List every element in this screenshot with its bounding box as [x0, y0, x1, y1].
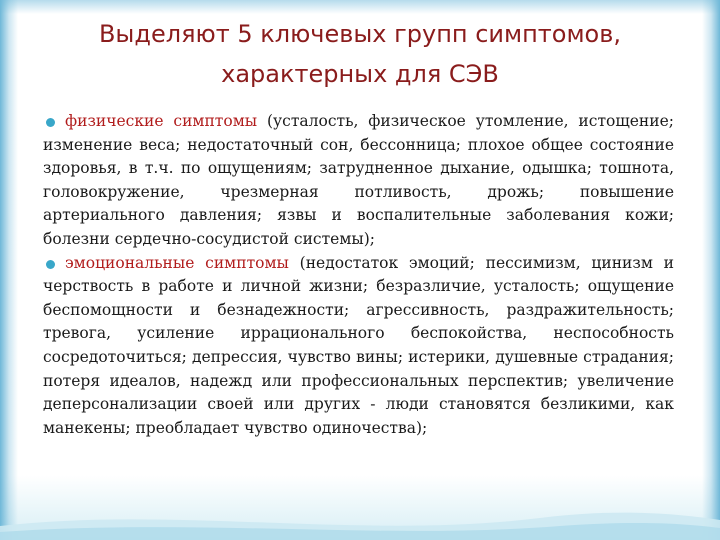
list-item — [43, 252, 674, 441]
symptom-description: (недостаток эмоций; пессимизм, цинизм и черствость в работе и личной жизни; безразличие, усталость; ощущение беспомощности и безнадежности; агрессивность, раздражительность; тревога, усиление иррационального беспокойства, неспособность сосредоточиться; депрессия, чувство вины; истерики, душевные страдания; потеря идеалов, надежд или профессиональных перспектив; увеличение деперсонализации своей или других - люди становятся безликими, как манекены; преобладает чувство одиночества); — [43, 253, 674, 437]
symptom-list — [43, 110, 674, 440]
top-glow — [0, 0, 720, 14]
right-frame-glow — [702, 0, 720, 540]
symptom-term: физические симптомы — [65, 112, 258, 130]
left-frame-glow — [0, 0, 18, 540]
title-line-1: Выделяют 5 ключевых групп симптомов, — [98, 20, 622, 48]
symptom-description: (усталость, физическое утомление, истощение; изменение веса; недостаточный сон, бессонница; плохое общее состояние здоровья, в т.ч. по ощущениям; затрудненное дыхание, одышка; тошнота, головокружение, чрезмерная потливость, дрожь; повышение артериального давления; язвы и воспалительные заболевания кожи; болезни сердечно-сосудистой системы); — [43, 112, 674, 248]
bottom-wave-decoration — [0, 496, 720, 540]
bullet-icon — [46, 260, 55, 269]
slide-title — [40, 14, 680, 94]
symptom-term: эмоциональные симптомы — [65, 253, 289, 272]
bullet-icon — [46, 118, 55, 127]
list-item — [43, 110, 674, 252]
title-line-2: характерных для СЭВ — [221, 60, 499, 88]
